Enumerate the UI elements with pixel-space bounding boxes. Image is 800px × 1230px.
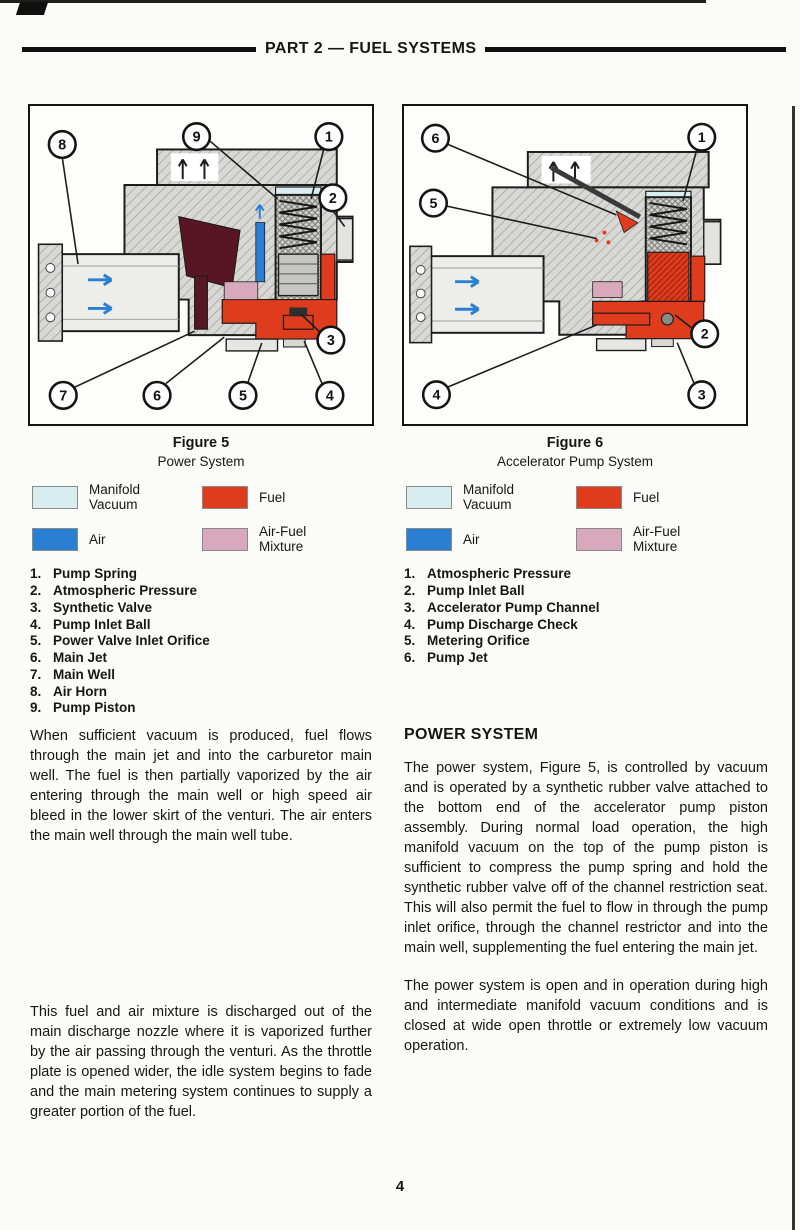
air-horn	[39, 244, 179, 341]
svg-text:4: 4	[432, 387, 441, 404]
pump-piston	[276, 195, 321, 315]
body-text	[30, 726, 768, 1122]
legend-item-air	[32, 524, 200, 554]
figure5-box	[28, 104, 374, 426]
manifold-vacuum-swatch	[32, 486, 78, 509]
page-header	[22, 40, 786, 58]
paragraph: The power system, Figure 5, is controlled by vacuum and is operated by a synthetic rubber valve attached to the bottom end of the accelerator pump piston assembly. During normal load operation, the high manifold vacuum on the top of the pump piston is sufficient to compress the pump spring and hold the synthetic rubber valve off of the channel restriction seat. This will also permit the fuel to flow in through the pump inlet orifice, through the channel restrictor and into the main well, supplementing the fuel entering the main jet.	[404, 760, 768, 956]
figure6-box	[402, 104, 748, 426]
header-rule-right	[485, 47, 786, 52]
callout-2	[320, 185, 347, 212]
part-item: 8. Air Horn	[30, 683, 107, 699]
callout-4	[317, 382, 344, 409]
part-item: 9. Pump Piston	[30, 700, 136, 716]
legend-label: Air	[89, 531, 106, 547]
callout-6	[422, 125, 449, 152]
part-item: 3. Synthetic Valve	[30, 599, 153, 615]
manifold-vacuum-swatch	[406, 486, 452, 509]
svg-text:7: 7	[59, 388, 68, 405]
part-item: 5. Power Valve Inlet Orifice	[30, 633, 210, 649]
left-column	[30, 726, 372, 1122]
svg-text:1: 1	[324, 129, 333, 146]
legend-item-air-fuel-mixture	[576, 524, 744, 554]
figure6-diagram	[404, 106, 746, 424]
callout-3	[318, 327, 345, 354]
legend-item-manifold-vacuum	[32, 482, 200, 512]
callout-5	[230, 382, 257, 409]
figure5-column	[28, 104, 374, 717]
svg-text:2: 2	[328, 190, 337, 207]
legend-item-air-fuel-mixture	[202, 524, 370, 554]
scan-artifact-corner	[16, 2, 48, 15]
part-item: 4. Pump Inlet Ball	[30, 616, 151, 632]
svg-text:4: 4	[325, 388, 334, 405]
throttle-area	[597, 339, 674, 351]
legend-label: Air-Fuel Mixture	[633, 524, 681, 555]
callout-4	[423, 381, 450, 408]
figure5-title: Power System	[157, 454, 245, 469]
figure6-caption: Figure 6	[546, 435, 604, 451]
part-item: 1. Pump Spring	[30, 566, 137, 582]
part-item: 5. Metering Orifice	[404, 633, 530, 649]
fuel-swatch	[202, 486, 248, 509]
svg-text:3: 3	[326, 332, 335, 349]
page-title: PART 2 — FUEL SYSTEMS	[265, 40, 477, 57]
part-item: 3. Accelerator Pump Channel	[404, 599, 600, 615]
figure5-diagram	[30, 106, 372, 424]
svg-text:3: 3	[697, 387, 706, 404]
callout-2	[691, 321, 718, 348]
pump-inlet-ball	[661, 313, 673, 325]
legend-label: Fuel	[259, 489, 286, 505]
svg-text:5: 5	[238, 388, 247, 405]
svg-text:9: 9	[192, 129, 201, 146]
callout-3	[689, 381, 716, 408]
legend-label: Manifold Vacuum	[463, 482, 515, 513]
figure6-title: Accelerator Pump System	[496, 454, 654, 469]
svg-text:6: 6	[153, 388, 162, 405]
figures-row	[28, 104, 748, 717]
callout-8	[49, 131, 76, 158]
atmospheric-passage	[704, 222, 721, 264]
part-item: 2. Pump Inlet Ball	[404, 583, 525, 599]
page-number: 4	[395, 1178, 405, 1195]
callout-1	[689, 124, 716, 151]
legend-label: Fuel	[633, 489, 660, 505]
paragraph: This fuel and air mixture is discharged out of the main discharge nozzle where it is vaporized further by the air passing through the venturi. As the throttle plate is opened wider, the idle system begins to fade and the main metering system continues to supply a greater portion of the fuel.	[30, 1004, 372, 1120]
legend-label: Air	[463, 531, 480, 547]
part-item: 6. Pump Jet	[404, 650, 488, 666]
fuel-swatch	[576, 486, 622, 509]
right-column	[404, 726, 768, 1122]
legend-item-fuel	[576, 482, 744, 512]
legend-item-air	[406, 524, 574, 554]
legend-item-manifold-vacuum	[406, 482, 574, 512]
callout-6	[144, 382, 171, 409]
figure5-parts-list	[28, 566, 374, 717]
svg-text:8: 8	[58, 137, 67, 154]
legend-label: Manifold Vacuum	[89, 482, 141, 513]
figure6-column	[402, 104, 748, 717]
callout-1	[316, 123, 343, 150]
callout-9	[183, 123, 210, 150]
svg-text:1: 1	[697, 130, 706, 147]
figure5-caption: Figure 5	[172, 435, 230, 451]
section-heading: POWER SYSTEM	[404, 726, 539, 743]
air-fuel-mixture-area	[593, 282, 622, 298]
air-swatch	[32, 528, 78, 551]
figure6-parts-list	[402, 566, 748, 666]
paragraph: The power system is open and in operation during high and intermediate manifold vacuum conditions and is closed at wide open throttle or extremely low vacuum operation.	[404, 978, 768, 1054]
throttle-area	[226, 339, 305, 351]
air-fuel-mixture-swatch	[576, 528, 622, 551]
atmospheric-passage	[337, 219, 353, 260]
figure5-legend	[32, 482, 370, 554]
part-item: 1. Atmospheric Pressure	[404, 566, 572, 582]
legend-label: Air-Fuel Mixture	[259, 524, 307, 555]
paragraph: When sufficient vacuum is produced, fuel flows through the main jet and into the carburetor main well. The fuel is then partially vaporized by the air entering through the main well or high speed air bleed in the lower skirt of the venturi. The air enters the main well through the main well tube.	[30, 728, 372, 844]
callout-5	[420, 190, 447, 217]
svg-text:5: 5	[429, 196, 438, 212]
synthetic-valve	[289, 307, 307, 316]
svg-text:6: 6	[431, 131, 440, 148]
air-horn	[410, 246, 544, 342]
legend-item-fuel	[202, 482, 370, 512]
scan-artifact-top	[0, 0, 706, 3]
air-fuel-mixture-swatch	[202, 528, 248, 551]
header-rule-left	[22, 47, 256, 52]
part-item: 6. Main Jet	[30, 650, 108, 666]
callout-7	[50, 382, 77, 409]
figure6-legend	[406, 482, 744, 554]
part-item: 2. Atmospheric Pressure	[30, 583, 198, 599]
part-item: 4. Pump Discharge Check	[404, 616, 578, 632]
air-fuel-mixture-area	[224, 282, 258, 300]
air-swatch	[406, 528, 452, 551]
scan-artifact-right-edge	[792, 106, 795, 1230]
part-item: 7. Main Well	[30, 666, 116, 682]
svg-text:2: 2	[700, 326, 709, 343]
